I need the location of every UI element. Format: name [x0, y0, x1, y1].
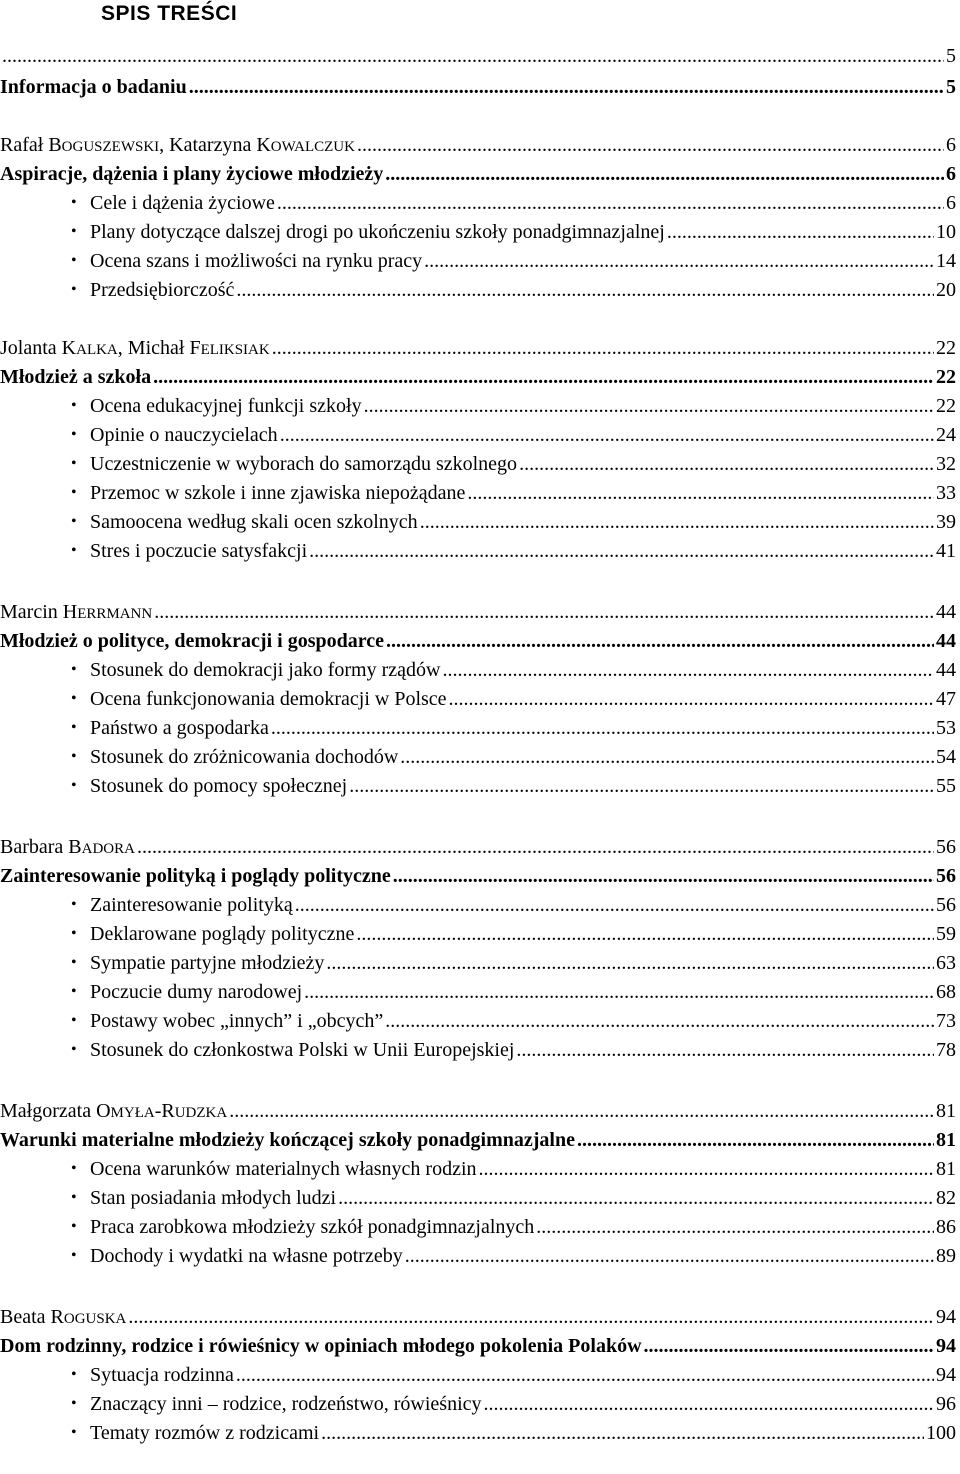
toc-page-number: 86 — [936, 1216, 956, 1238]
leader-dots — [424, 247, 934, 275]
bullet-icon: • — [71, 661, 77, 678]
toc-subsection-entry[interactable] — [0, 450, 956, 478]
toc-subsection-entry[interactable] — [0, 743, 956, 771]
toc-entry-label: Poczucie dumy narodowej — [90, 981, 303, 1003]
toc-subsection-entry[interactable] — [0, 772, 956, 800]
toc-subsection-entry[interactable] — [0, 508, 956, 536]
toc-subsection-entry[interactable] — [0, 421, 956, 449]
leader-dots — [272, 334, 934, 362]
toc-subsection-entry[interactable] — [0, 1361, 956, 1389]
toc-page-number: 44 — [936, 659, 956, 681]
toc-author-entry[interactable] — [0, 131, 956, 159]
bullet-icon: • — [71, 484, 77, 501]
toc-entry-label: Deklarowane poglądy polityczne — [90, 923, 355, 945]
leader-dots — [385, 160, 944, 188]
leader-dots — [271, 714, 934, 742]
bullet-icon: • — [71, 1189, 77, 1206]
toc-page-number: 68 — [936, 981, 956, 1003]
toc-entry-label: Znaczący inni – rodzice, rodzeństwo, rówieśnicy — [90, 1393, 482, 1415]
toc-entry-label: Przemoc w szkole i inne zjawiska niepożądane — [90, 482, 466, 504]
toc-author-entry[interactable] — [0, 598, 956, 626]
bullet-icon: • — [71, 896, 77, 913]
toc-author-entry[interactable] — [0, 1303, 956, 1331]
page-title: SPIS TREŚCI — [101, 2, 238, 25]
toc-entry-label: Stosunek do pomocy społecznej — [90, 775, 348, 797]
bullet-icon: • — [71, 1247, 77, 1264]
toc-author-entry[interactable] — [0, 1097, 956, 1125]
toc-subsection-entry[interactable] — [0, 714, 956, 742]
leader-dots — [516, 1036, 934, 1064]
bullet-icon: • — [71, 1041, 77, 1058]
toc-subsection-entry[interactable] — [0, 1419, 956, 1447]
toc-author-entry[interactable] — [0, 833, 956, 861]
toc-entry-label: Przedsiębiorczość — [90, 279, 235, 301]
toc-entry-label: Rafał BOGUSZEWSKI, Katarzyna KOWALCZUK — [0, 134, 355, 156]
toc-entry-label: Praca zarobkowa młodzieży szkół ponadgimnazjalnych — [90, 1216, 535, 1238]
toc-page-number: 22 — [936, 366, 956, 388]
toc-page-number: 53 — [936, 717, 956, 739]
toc-entry-label: Sympatie partyjne młodzieży — [90, 952, 325, 974]
toc-entry-label: Barbara BADORA — [0, 836, 135, 858]
toc-page-number: 32 — [936, 453, 956, 475]
bullet-icon: • — [71, 194, 77, 211]
toc-page-number: 63 — [936, 952, 956, 974]
bullet-icon: • — [71, 719, 77, 736]
toc-entry-label: Stosunek do członkostwa Polski w Unii Europejskiej — [90, 1039, 515, 1061]
toc-page-number: 24 — [936, 424, 956, 446]
leader-dots — [309, 537, 934, 565]
toc-entry-label: Samoocena według skali ocen szkolnych — [90, 511, 418, 533]
leader-dots — [357, 131, 944, 159]
leader-dots — [326, 949, 934, 977]
bullet-icon: • — [71, 1366, 77, 1383]
bullet-icon: • — [71, 748, 77, 765]
toc-entry-label: Ocena szans i możliwości na rynku pracy — [90, 250, 423, 272]
toc-subsection-entry[interactable] — [0, 537, 956, 565]
leader-dots — [236, 1361, 934, 1389]
leader-dots — [349, 772, 934, 800]
toc-entry-label: Ocena warunków materialnych własnych rodzin — [90, 1158, 477, 1180]
toc-author-entry[interactable] — [0, 42, 956, 70]
bullet-icon: • — [71, 281, 77, 298]
leader-dots — [386, 627, 934, 655]
toc-author-entry[interactable] — [0, 334, 956, 362]
toc-page-number: 22 — [936, 337, 956, 359]
leader-dots — [189, 73, 944, 101]
bullet-icon: • — [71, 252, 77, 269]
toc-subsection-entry[interactable] — [0, 949, 956, 977]
toc-page-number: 55 — [936, 775, 956, 797]
toc-page-number: 78 — [936, 1039, 956, 1061]
toc-page-number: 94 — [936, 1335, 956, 1357]
toc-page-number: 73 — [936, 1010, 956, 1032]
toc-entry-label: Beata ROGUSKA — [0, 1306, 127, 1328]
leader-dots — [364, 392, 934, 420]
toc-page-number: 54 — [936, 746, 956, 768]
leader-dots — [479, 1155, 934, 1183]
toc-entry-label: Aspiracje, dążenia i plany życiowe młodzieży — [0, 163, 384, 185]
leader-dots — [420, 508, 934, 536]
toc-page-number: 39 — [936, 511, 956, 533]
toc-page-number: 6 — [946, 192, 956, 214]
toc-page-number: 44 — [936, 601, 956, 623]
toc-page-number: 41 — [936, 540, 956, 562]
toc-article-entry[interactable] — [0, 627, 956, 655]
toc-page-number: 22 — [936, 395, 956, 417]
toc-page-number: 96 — [936, 1393, 956, 1415]
bullet-icon: • — [71, 1424, 77, 1441]
leader-dots — [277, 189, 944, 217]
toc-subsection-entry[interactable] — [0, 920, 956, 948]
toc-page-number: 10 — [936, 221, 956, 243]
toc-page-number: 94 — [936, 1364, 956, 1386]
leader-dots — [449, 685, 934, 713]
leader-dots — [577, 1126, 934, 1154]
bullet-icon: • — [71, 925, 77, 942]
toc-subsection-entry[interactable] — [0, 685, 956, 713]
leader-dots — [295, 891, 934, 919]
toc-article-entry[interactable] — [0, 363, 956, 391]
toc-subsection-entry[interactable] — [0, 1242, 956, 1270]
toc-entry-label: Sytuacja rodzinna — [90, 1364, 234, 1386]
leader-dots — [304, 978, 934, 1006]
leader-dots — [154, 598, 934, 626]
toc-page-number: 33 — [936, 482, 956, 504]
toc-entry-label: Zainteresowanie polityką i poglądy polityczne — [0, 865, 391, 887]
bullet-icon: • — [71, 426, 77, 443]
bullet-icon: • — [71, 513, 77, 530]
toc-subsection-entry[interactable] — [0, 1155, 956, 1183]
toc-entry-label: Warunki materialne młodzieży kończącej szkoły ponadgimnazjalne — [0, 1129, 575, 1151]
leader-dots — [385, 1007, 934, 1035]
bullet-icon: • — [71, 983, 77, 1000]
toc-article-entry[interactable] — [0, 160, 956, 188]
bullet-icon: • — [71, 690, 77, 707]
toc-subsection-entry[interactable] — [0, 218, 956, 246]
leader-dots — [229, 1097, 934, 1125]
leader-dots — [153, 363, 934, 391]
leader-dots — [536, 1213, 934, 1241]
leader-dots — [393, 862, 934, 890]
toc-entry-label: Cele i dążenia życiowe — [90, 192, 275, 214]
toc-article-entry[interactable] — [0, 1332, 956, 1360]
toc-page-number: 59 — [936, 923, 956, 945]
toc-page-number: 56 — [936, 836, 956, 858]
toc-entry-label: Plany dotyczące dalszej drogi po ukończeniu szkoły ponadgimnazjalnej — [90, 221, 665, 243]
toc-entry-label: Dochody i wydatki na własne potrzeby — [90, 1245, 403, 1267]
bullet-icon: • — [71, 1395, 77, 1412]
leader-dots — [667, 218, 934, 246]
toc-entry-label: Uczestniczenie w wyborach do samorządu szkolnego — [90, 453, 518, 475]
toc-page-number: 5 — [946, 76, 956, 98]
toc-entry-label: Stosunek do demokracji jako formy rządów — [90, 659, 441, 681]
leader-dots — [484, 1390, 934, 1418]
leader-dots — [467, 479, 934, 507]
toc-subsection-entry[interactable] — [0, 247, 956, 275]
toc-article-entry[interactable] — [0, 73, 956, 101]
leader-dots — [128, 1303, 934, 1331]
toc-entry-label: Postawy wobec „innych” i „obcych” — [90, 1010, 384, 1032]
bullet-icon: • — [71, 1218, 77, 1235]
toc-entry-label: Tematy rozmów z rodzicami — [90, 1422, 320, 1444]
toc-entry-label: Marcin HERRMANN — [0, 601, 153, 623]
toc-page-number: 20 — [936, 279, 956, 301]
toc-page-number: 81 — [936, 1129, 956, 1151]
leader-dots — [519, 450, 934, 478]
leader-dots — [400, 743, 934, 771]
toc-subsection-entry[interactable] — [0, 1036, 956, 1064]
toc-entry-label: Ocena funkcjonowania demokracji w Polsce — [90, 688, 447, 710]
bullet-icon: • — [71, 455, 77, 472]
toc-subsection-entry[interactable] — [0, 479, 956, 507]
toc-page-number: 81 — [936, 1100, 956, 1122]
toc-subsection-entry[interactable] — [0, 1184, 956, 1212]
toc-entry-label: Informacja o badaniu — [0, 76, 187, 98]
toc-page-number: 94 — [936, 1306, 956, 1328]
toc-subsection-entry[interactable] — [0, 1007, 956, 1035]
bullet-icon: • — [71, 223, 77, 240]
toc-subsection-entry[interactable] — [0, 1213, 956, 1241]
toc-page-number: 6 — [946, 163, 956, 185]
toc-entry-label: Stosunek do zróżnicowania dochodów — [90, 746, 399, 768]
toc-entry-label: Jolanta KALKA, Michał FELIKSIAK — [0, 337, 270, 359]
leader-dots — [644, 1332, 934, 1360]
toc-page-number: 6 — [946, 134, 956, 156]
bullet-icon: • — [71, 397, 77, 414]
leader-dots — [236, 276, 934, 304]
toc-entry-label: Stan posiadania młodych ludzi — [90, 1187, 337, 1209]
toc-subsection-entry[interactable] — [0, 656, 956, 684]
toc-entry-label: Opinie o nauczycielach — [90, 424, 278, 446]
toc-entry-label: Państwo a gospodarka — [90, 717, 269, 739]
bullet-icon: • — [71, 1160, 77, 1177]
toc-subsection-entry[interactable] — [0, 276, 956, 304]
toc-entry-label: Małgorzata OMYŁA-RUDZKA — [0, 1100, 228, 1122]
toc-entry-label: Zainteresowanie polityką — [90, 894, 293, 916]
leader-dots — [2, 42, 944, 70]
bullet-icon: • — [71, 954, 77, 971]
toc-subsection-entry[interactable] — [0, 1390, 956, 1418]
toc-entry-label: Młodzież a szkoła — [0, 366, 152, 388]
toc-entry-label: Dom rodzinny, rodzice i rówieśnicy w opiniach młodego pokolenia Polaków — [0, 1335, 642, 1357]
bullet-icon: • — [71, 777, 77, 794]
toc-page-number: 47 — [936, 688, 956, 710]
toc-entry-label: Stres i poczucie satysfakcji — [90, 540, 308, 562]
toc-page-number: 100 — [926, 1422, 956, 1444]
toc-page-number: 44 — [936, 630, 956, 652]
leader-dots — [280, 421, 934, 449]
leader-dots — [442, 656, 934, 684]
leader-dots — [137, 833, 934, 861]
toc-entry-label: Ocena edukacyjnej funkcji szkoły — [90, 395, 362, 417]
leader-dots — [405, 1242, 934, 1270]
toc-article-entry[interactable] — [0, 862, 956, 890]
toc-subsection-entry[interactable] — [0, 189, 956, 217]
toc-page-number: 56 — [936, 894, 956, 916]
leader-dots — [338, 1184, 934, 1212]
toc-subsection-entry[interactable] — [0, 978, 956, 1006]
bullet-icon: • — [71, 542, 77, 559]
leader-dots — [356, 920, 934, 948]
toc-page-number: 14 — [936, 250, 956, 272]
toc-entry-label: Młodzież o polityce, demokracji i gospodarce — [0, 630, 385, 652]
toc-page-number: 89 — [936, 1245, 956, 1267]
toc-page-number: 56 — [936, 865, 956, 887]
bullet-icon: • — [71, 1012, 77, 1029]
leader-dots — [321, 1419, 924, 1447]
toc-page-number: 5 — [946, 45, 956, 67]
toc-page-number: 82 — [936, 1187, 956, 1209]
toc-page-number: 81 — [936, 1158, 956, 1180]
toc-subsection-entry[interactable] — [0, 392, 956, 420]
toc-subsection-entry[interactable] — [0, 891, 956, 919]
toc-article-entry[interactable] — [0, 1126, 956, 1154]
